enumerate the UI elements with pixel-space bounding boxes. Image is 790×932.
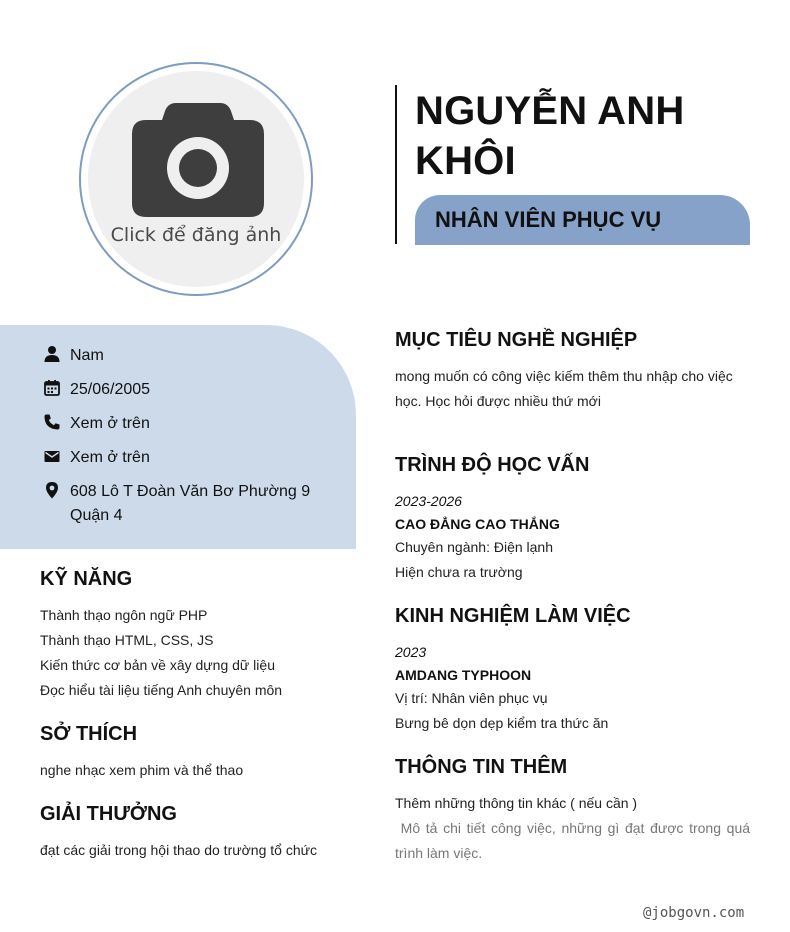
skill-item: Kiến thức cơ bản về xây dựng dữ liệu (40, 657, 275, 673)
skill-item: Thành thạo HTML, CSS, JS (40, 632, 214, 648)
phone-icon (43, 413, 61, 431)
contact-phone (43, 412, 320, 436)
name-divider (395, 85, 397, 244)
contact-email-text: Xem ở trên (70, 449, 150, 466)
camera-icon (132, 103, 264, 219)
experience-position: Vị trí: Nhân viên phục vụ (395, 690, 548, 706)
hobbies-heading: SỞ THÍCH (40, 723, 138, 745)
contact-panel (0, 325, 356, 549)
awards-heading: GIẢI THƯỞNG (40, 803, 177, 825)
contact-birthday-text: 25/06/2005 (70, 381, 151, 398)
education-major: Chuyên ngành: Điện lạnh (395, 539, 554, 555)
location-pin-icon (43, 481, 61, 499)
user-icon (43, 345, 61, 363)
hobbies-text: nghe nhạc xem phim và thể thao (40, 762, 244, 778)
profile-photo-placeholder[interactable] (79, 62, 313, 296)
full-name: NGUYỄN ANH KHÔI (415, 89, 685, 183)
photo-caption: Click để đăng ảnh (110, 224, 282, 246)
education-period: 2023-2026 (395, 493, 462, 509)
skill-item: Thành thạo ngôn ngữ PHP (40, 607, 208, 623)
objective-line-2: học. Học hỏi được nhiều thứ mới (395, 393, 601, 409)
objective-heading: MỤC TIÊU NGHỀ NGHIỆP (395, 329, 638, 351)
contact-address-text: 608 Lô T Đoàn Văn Bơ Phường 9 Quận 4 (70, 483, 311, 524)
education-heading: TRÌNH ĐỘ HỌC VẤN (395, 454, 590, 476)
calendar-icon (43, 379, 61, 397)
footer-watermark: @jobgovn.com (643, 905, 745, 921)
experience-company: AMDANG TYPHOON (395, 667, 532, 683)
experience-duty: Bưng bê dọn dẹp kiểm tra thức ăn (395, 715, 609, 731)
contact-email (43, 446, 320, 470)
experience-heading: KINH NGHIỆM LÀM VIỆC (395, 605, 631, 627)
job-title-banner (415, 195, 750, 245)
contact-phone-text: Xem ở trên (70, 415, 150, 432)
additional-heading: THÔNG TIN THÊM (395, 756, 568, 778)
photo-inner (88, 71, 304, 287)
additional-description: Mô tả chi tiết công việc, những gì đạt được trong quá trình làm việc. (395, 820, 754, 861)
awards-text: đạt các giải trong hội thao do trường tổ chức (40, 842, 317, 858)
contact-birthday (43, 378, 320, 402)
education-school: CAO ĐẲNG CAO THẮNG (395, 516, 560, 532)
objective-line-1: mong muốn có công việc kiếm thêm thu nhập cho việc (395, 368, 733, 384)
experience-year: 2023 (395, 644, 427, 660)
contact-address (43, 480, 320, 528)
skills-heading: KỸ NĂNG (40, 568, 133, 590)
skill-item: Đọc hiểu tài liệu tiếng Anh chuyên môn (40, 682, 283, 698)
mail-icon (43, 447, 61, 465)
job-title: NHÂN VIÊN PHỤC VỤ (435, 207, 662, 232)
contact-gender (43, 344, 320, 368)
additional-line-1: Thêm những thông tin khác ( nếu cần ) (395, 795, 638, 811)
contact-gender-text: Nam (70, 347, 104, 364)
education-status: Hiện chưa ra trường (395, 564, 523, 580)
